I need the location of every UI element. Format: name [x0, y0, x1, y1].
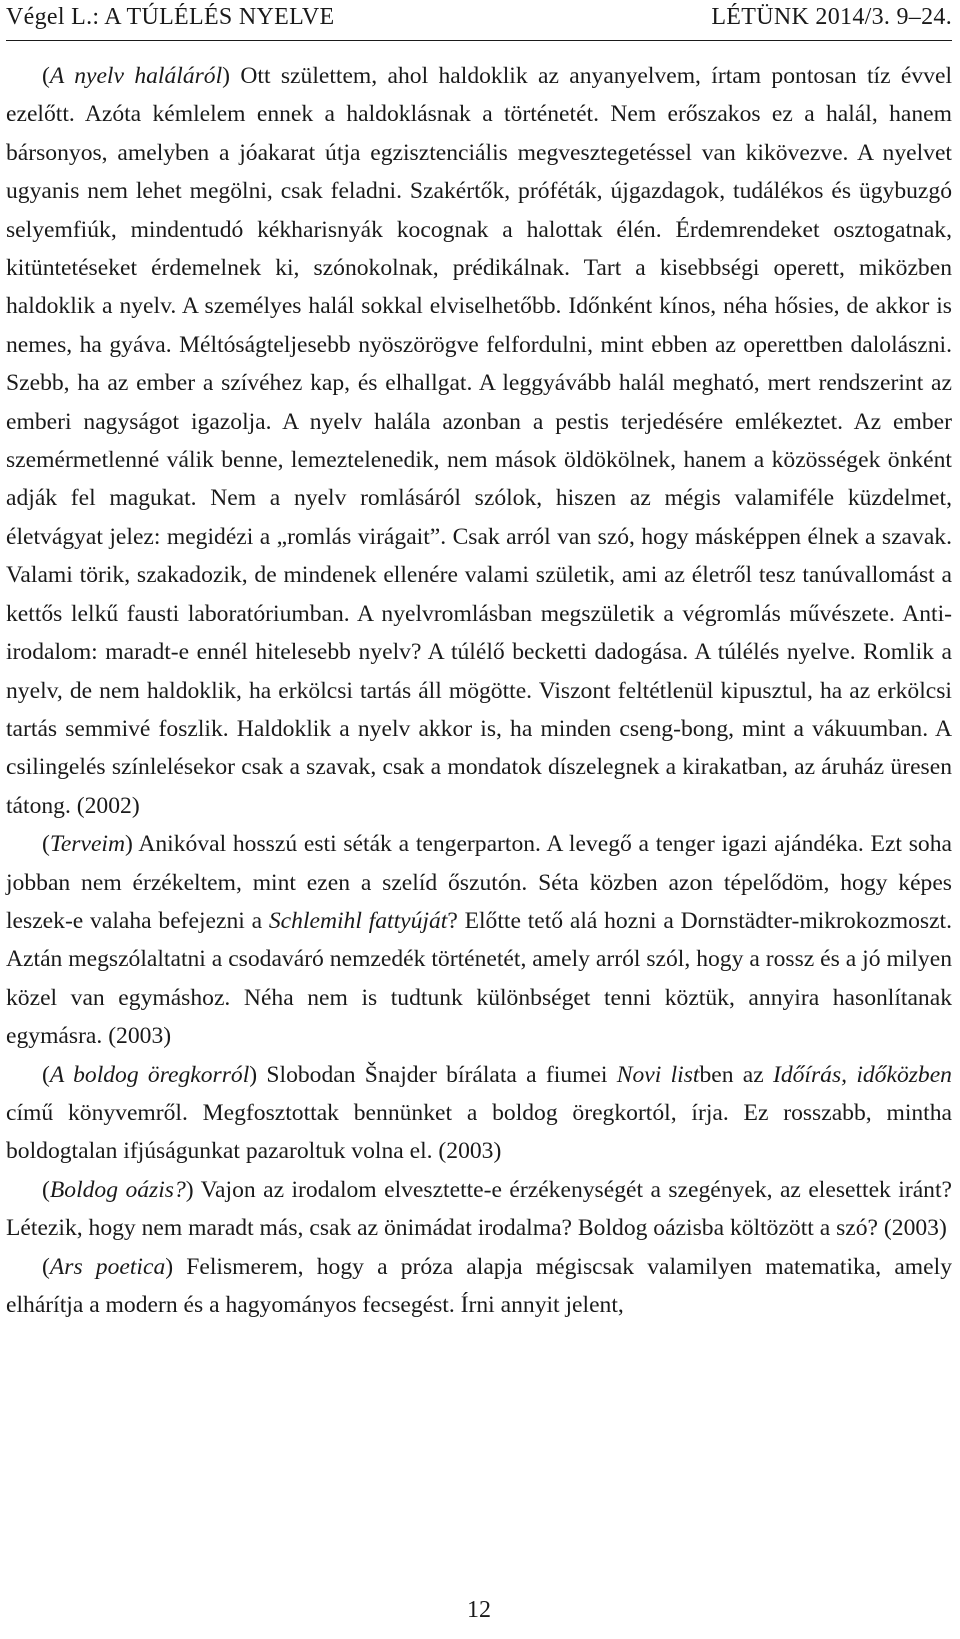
paren-open: (: [42, 1176, 50, 1203]
paren-close: ): [249, 1061, 258, 1088]
entry-text: Felismerem, hogy a próza alapja mégiscsak valamilyen matematika, amely elhárítja a modern és a hagyományos fecsegést. Írni annyit jelent,: [6, 1253, 952, 1318]
entry-text: Ott születtem, ahol haldoklik az anyanyelvem, írtam pontosan tíz évvel ezelőtt. Azóta kémlelem ennek a haldoklásnak a történetét. Nem erőszakos ez a halál, hanem bársonyos, amelyben a jóakarat útja egzisztenciális megvesztegetéssel van kikövezve. A nyelvet ugyanis nem lehet megölni, csak feladni. Szakértők, próféták, újgazdagok, tudálékos és ügybuzgó selyemfiúk, mindentudó kékharisnyák kocognak a halottak élén. Érdemrendeket osztogatnak, kitüntetéseket érdemelnek ki, szónokolnak, prédikálnak. Tart a kisebbségi operett, miközben haldoklik a nyelv. A személyes halál sokkal elviselhetőbb. Időnként kínos, néha hősies, de akkor is nemes, ha gyáva. Méltóságteljesebb nyöszörögve felfordulni, mint ebben az operettben dalolászni. Szebb, ha az ember a szívéhez kap, és elhallgat. A leggyávább halál megható, mert rendszerint az emberi nagyságot igazolja. A nyelv halála azonban a pestis terjedésére emlékeztet. Az ember szemérmetlenné válik benne, lemeztelenedik, nem mások öldökölnek, hanem a közösségek önként adják fel magukat. Nem a nyelv romlásáról szólok, hiszen az mégis valamiféle küzdelmet, életvágyat jelez: megidézi a „romlás virágait”. Csak arról van szó, hogy másképpen élnek a szavak. Valami törik, szakadozik, de mindenek ellenére valami születik, ami az életről tesz tanúvallomást a kettős lelkű fausti laboratóriumban. A nyelvromlásban megszületik a végromlás művészete. Anti-irodalom: maradt-e ennél hitelesebb nyelv? A túlélő becketti dadogása. A túlélés nyelve. Romlik a nyelv, de nem haldoklik, ha erkölcsi tartás áll mögötte. Viszont feltétlenül kipusztul, ha az erkölcsi tartás semmivé foszlik. Haldoklik a nyelv akkor is, ha minden cseng-bong, mint a vákuumban. A csilingelés színlelésekor csak a szavak, csak a mondatok díszelegnek a kirakatban, az áruház üresen tátong. (2002): [6, 63, 953, 819]
paragraph-boldog-oazis: [6, 1171, 952, 1248]
paren-open: (: [42, 1061, 50, 1088]
work-title: Novi list: [616, 1061, 700, 1088]
paren-close: ): [125, 831, 133, 858]
entry-title: Terveim: [49, 831, 126, 858]
work-title: Időírás, időközben: [772, 1061, 952, 1088]
paragraph-ars-poetica: [6, 1248, 952, 1325]
body-text: [6, 57, 952, 1324]
entry-text: ben az: [699, 1061, 773, 1088]
paren-close: ): [222, 63, 231, 89]
entry-text: ? Előtte tető alá hozni a Dornstädter-mikrokozmoszt. Aztán megszólaltatni a csodaváró nemzedék történetét, amely arról szól, hogy a rossz és a jó milyen közel van egymáshoz. Néha nem is tudtunk különbséget tenni köztük, annyira hasonlítanak egymásra. (2003): [6, 907, 953, 1050]
entry-title: A nyelv haláláról: [49, 63, 223, 89]
running-header: [6, 4, 952, 40]
entry-title: A boldog öregkorról: [49, 1061, 250, 1088]
entry-text: Slobodan Šnajder bírálata a fiumei: [257, 1061, 617, 1088]
work-title: Schlemihl fattyúját: [268, 907, 448, 934]
paragraph-terveim: [6, 825, 952, 1055]
header-journal-citation: LÉTÜNK 2014/3. 9–24.: [711, 4, 952, 30]
entry-title: Boldog oázis?: [49, 1176, 186, 1203]
entry-title: Ars poetica: [49, 1253, 166, 1280]
paragraph-a-boldog-oregkorrol: [6, 1056, 952, 1171]
paren-open: (: [42, 831, 50, 858]
entry-text: Vajon az irodalom elvesztette-e érzékenységét a szegények, az elesettek iránt? Létezik, hogy nem maradt más, csak az önimádat irodalma? Boldog oázisba költözött a szó? (2003): [6, 1176, 952, 1242]
paren-open: (: [42, 63, 50, 89]
paren-close: ): [165, 1253, 174, 1280]
paragraph-a-nyelv-halalarol: [6, 57, 952, 825]
page-number: 12: [467, 1597, 491, 1623]
header-rule: [6, 40, 952, 41]
entry-text: Anikóval hosszú esti séták a tengerparton. A levegő a tenger igazi ajándéka. Ezt soha jobban nem érzékeltem, mint ezen a szelíd őszutón. Séta közben azon tépelődöm, hogy képes leszek-e valaha befejezni a: [6, 831, 952, 934]
header-author-title: Végel L.: A TÚLÉLÉS NYELVE: [6, 4, 335, 30]
entry-text: című könyvemről. Megfosztottak bennünket a boldog öregkortól, írja. Ez rosszabb, mintha boldogtalan ifjúságunkat pazaroltuk volna el. (2003): [6, 1099, 952, 1165]
paren-close: ): [185, 1176, 194, 1203]
paren-open: (: [42, 1253, 50, 1280]
document-page: [6, 0, 952, 1639]
